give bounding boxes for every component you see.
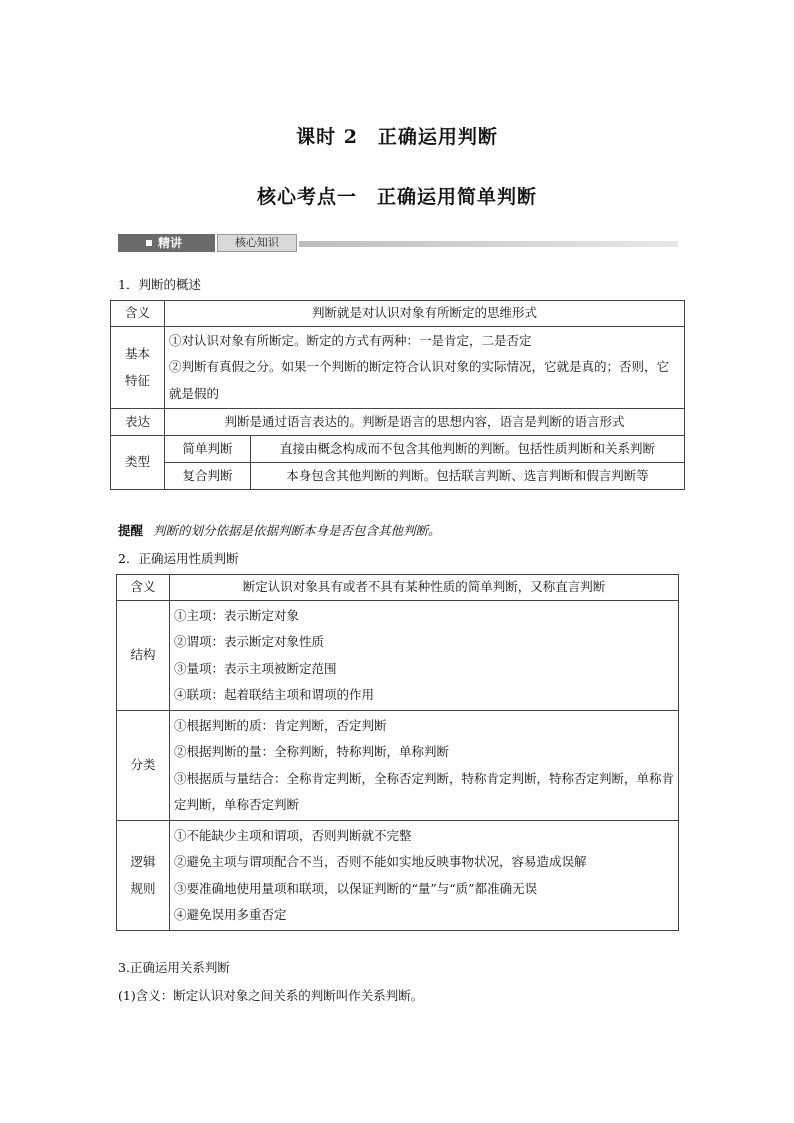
- class-item: ①根据判断的质：肯定判断，否定判断: [174, 717, 387, 733]
- judgment-overview-table: [110, 300, 685, 490]
- lesson-title: 课时 2 正确运用判断: [296, 126, 498, 148]
- feature-2: ②判断有真假之分。如果一个判断的断定符合认识对象的实际情况，它就是真的；否则，它就是假的: [169, 359, 670, 401]
- banner-label: 核心知识: [217, 234, 297, 252]
- structure-item: ④联项：起着联结主项和谓项的作用: [174, 687, 375, 702]
- feature-label: 基本 特征: [111, 327, 165, 409]
- structure-item: ③量项：表示主项被断定范围: [174, 660, 337, 676]
- tip: [118, 521, 441, 539]
- class-label: 分类: [117, 711, 170, 821]
- rules-items: [170, 821, 679, 931]
- express-text: 判断是通过语言表达的。判断是语言的思想内容，语言是判断的语言形式: [165, 409, 685, 436]
- feature-1: ①对认识对象有所断定。断定的方式有两种：一是肯定，二是否定: [169, 332, 532, 348]
- express-label: 表达: [111, 409, 165, 436]
- section1-heading: 1．判断的概述: [118, 277, 201, 292]
- rules-item: ③要准确地使用量项和联项，以保证判断的“量”与“质”都准确无误: [174, 880, 538, 896]
- type-label: 类型: [111, 436, 165, 490]
- meaning-label: 含义: [111, 301, 165, 327]
- structure-item: ①主项：表示断定对象: [174, 607, 300, 623]
- section3-heading: 3.正确运用关系判断: [118, 960, 230, 975]
- meaning-text: 判断就是对认识对象有所断定的思维形式: [165, 301, 685, 327]
- simple-text: 直接由概念构成而不包含其他判断的判断。包括性质判断和关系判断: [251, 436, 685, 463]
- section3-meaning: (1)含义：断定认识对象之间关系的判断叫作关系判断。: [118, 988, 424, 1003]
- nature-judgment-table: [116, 574, 679, 931]
- banner-tag: 精讲: [118, 234, 215, 252]
- class-item: ②根据判断的量：全称判断，特称判断，单称判断: [174, 744, 450, 759]
- compound-text: 本身包含其他判断的判断。包括联言判断、选言判断和假言判断等: [251, 463, 685, 490]
- banner-rule: [299, 241, 678, 247]
- rules-item: ②避免主项与谓项配合不当，否则不能如实地反映事物状况，容易造成误解: [174, 854, 587, 869]
- section-banner: [118, 234, 678, 252]
- feature-content: [165, 327, 685, 409]
- structure-item: ②谓项：表示断定对象性质: [174, 634, 325, 649]
- structure-items: [170, 601, 679, 711]
- tip-text: 判断的划分依据是依据判断本身是否包含其他判断。: [153, 523, 441, 538]
- class-item: ③根据质与量结合：全称肯定判断，全称否定判断，特称肯定判断，特称否定判断，单称肯定判断，单称否定判断: [174, 770, 675, 812]
- simple-label: 简单判断: [165, 436, 251, 463]
- class-items: [170, 711, 679, 821]
- rules-label: 逻辑 规则: [117, 821, 170, 931]
- structure-label: 结构: [117, 601, 170, 711]
- s2-meaning-text: 断定认识对象具有或者不具有某种性质的简单判断，又称直言判断: [170, 575, 679, 601]
- rules-item: ①不能缺少主项和谓项，否则判断就不完整: [174, 827, 412, 843]
- section2-heading: 2．正确运用性质判断: [118, 551, 239, 566]
- square-bullet-icon: [146, 240, 152, 246]
- tip-label: 提醒: [118, 523, 144, 538]
- s2-meaning-label: 含义: [117, 575, 170, 601]
- compound-label: 复合判断: [165, 463, 251, 490]
- rules-item: ④避免误用多重否定: [174, 907, 287, 922]
- section-title: 核心考点一 正确运用简单判断: [256, 186, 537, 208]
